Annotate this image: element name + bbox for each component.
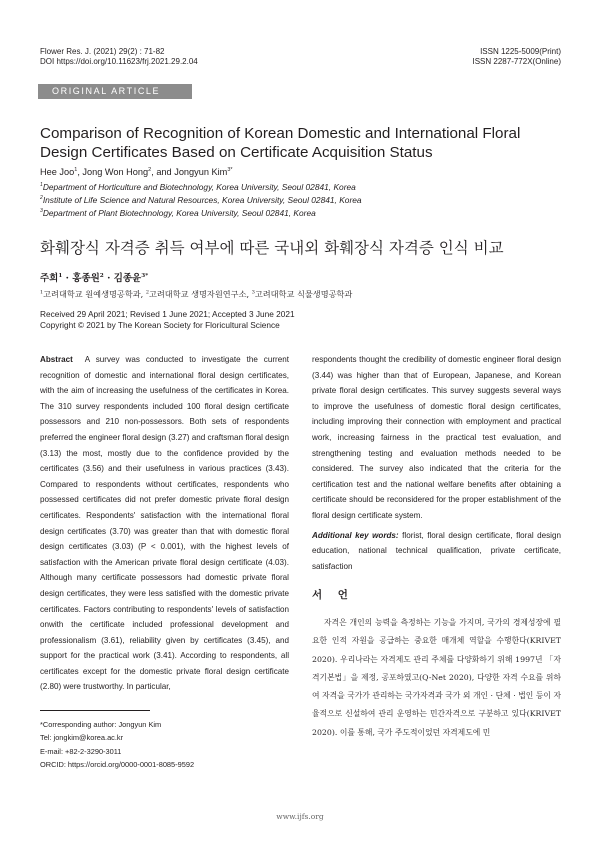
affiliation-mark: 1 <box>40 289 44 296</box>
affiliation-mark: 3 <box>40 208 43 215</box>
affiliation-mark: 2 <box>40 195 43 202</box>
korean-author-name: 주희 <box>40 273 59 284</box>
affiliation-mark: 2 <box>145 289 149 296</box>
keywords <box>312 528 561 575</box>
korean-author-name: 홍종원 <box>72 273 100 284</box>
issn-online: ISSN 2287-772X(Online) <box>472 57 561 66</box>
author-separator: , <box>77 167 83 177</box>
abstract-paragraph <box>40 352 289 695</box>
affiliation-text: Institute of Life Science and Natural Resources, Korea University, Seoul 02841, Korea <box>42 195 362 205</box>
korean-author-name: 김종윤 <box>113 273 142 284</box>
article-type-badge: ORIGINAL ARTICLE <box>38 84 192 99</box>
abstract-text: A survey was conducted to investigate the current recognition of domestic and international floral design certificates, with the aim of increasing the usefulness of the certificates in Korea. The 310 survey respondents included 100 floral design certificate possessors and 210 non-possessors. Both sets of respondents preferred the engineer floral design (3.27) and craftsman floral design (3.13) the most, mostly due to the confidence provided by the certificates (3.56) and their usefulness in various practices (3.43). Compared to respondents without certificates, respondents who possessed certificates did not prefer domestic private floral design certificates. Respondents' satisfaction with the international floral design certificates (3.70) was greater than that with domestic floral design certificates (3.03) (P < 0.001), with the highest levels of satisfaction with the American private floral design certificate (4.03). Although many certificate possessors had domestic private floral design certificates, they were less satisfied with the domestic private certificates. Factors contributing to respondents' levels of satisfaction onwith the certificate included professional development and professionalism (3.61), reliability given by certificates (3.45), and support for the practical work (3.41). According to respondents, all certificates except for the domestic private floral design certificate (2.80) were trustworthy. In particular, <box>40 355 290 692</box>
affiliation <box>40 182 560 193</box>
corresponding-author: *Corresponding author: Jongyun Kim <box>40 720 162 729</box>
footnote-tel: Tel: jongkim@korea.ac.kr <box>40 733 124 743</box>
introduction-text <box>312 614 561 742</box>
korean-author-list <box>40 270 148 284</box>
korean-affiliations <box>40 289 352 300</box>
author-name[interactable]: Hee Joo <box>40 167 75 177</box>
orcid-link[interactable]: ORCID: https://orcid.org/0000-0001-8085-9592 <box>40 760 195 770</box>
issn-print: ISSN 1225-5009(Print) <box>480 47 561 56</box>
affiliation <box>40 208 560 219</box>
korean-affiliation-text: 고려대학교 원예생명공학과, <box>43 289 146 299</box>
received-revised-accepted-dates: Received 29 April 2021; Revised 1 June 2021; Accepted 3 June 2021 <box>40 309 295 319</box>
abstract-label: Abstract <box>40 355 73 364</box>
journal-citation: Flower Res. J. (2021) 29(2) : 71-82 <box>40 47 165 56</box>
footnote-divider <box>40 710 150 711</box>
affiliation-mark: 3 <box>251 289 255 296</box>
korean-affiliation-text: 고려대학교 식물생명공학과 <box>254 289 353 299</box>
keywords-label: Additional key words: <box>312 530 399 540</box>
author-name[interactable]: Jongyun Kim <box>174 167 228 177</box>
author-separator: · <box>103 273 114 284</box>
copyright-notice: Copyright © 2021 by The Korean Society for Floricultural Science <box>40 320 280 330</box>
korean-affiliation-text: 고려대학교 생명자원연구소, <box>148 289 252 299</box>
article-title: Comparison of Recognition of Korean Domestic and International Floral Design Certificates Based on Certificate Acquisition Status <box>40 125 521 161</box>
affiliation-mark: 1 <box>40 182 43 189</box>
affiliation-text: Department of Horticulture and Biotechnology, Korea University, Seoul 02841, Korea <box>42 182 356 192</box>
author-affiliation-mark: 3* <box>227 166 233 173</box>
section-heading-introduction: 서 언 <box>312 589 354 601</box>
author-name[interactable]: Jong Won Hong <box>82 167 149 177</box>
korean-title: 화훼장식 자격증 취득 여부에 따른 국내외 화훼장식 자격증 인식 비교 <box>40 239 504 257</box>
introduction-paragraph: 자격은 개인의 능력을 측정하는 기능을 가지며, 국가의 경제성장에 필요한 인적 자원을 공급하는 중요한 매개체 역할을 수행한다(KRIVET 2020). 우리나라는 자격제도 관리 주체를 다양화하기 위해 1997년 「자격기본법」을 제정, 공포하였고(Q-Net 2020), 다양한 자격 수요를 위하여 자격을 국가가 관리하는 국가자격과 국가 외 개인 · 단체 · 법인 등이 자율적으로 신설하여 관리 운영하는 민간자격으로 구분하고 있다(KRIVET 2020). 이를 통해, 국가 주도적이었던 자격제도에 민 <box>312 618 561 737</box>
abstract-column-left <box>40 352 289 695</box>
author-affiliation-mark: 2 <box>148 166 152 173</box>
author-affiliation-mark: 1 <box>58 272 63 279</box>
corresponding-author-footnote <box>40 718 194 772</box>
footnote-email: E-mail: +82-2-3290-3011 <box>40 746 122 756</box>
abstract-column-right <box>312 352 561 574</box>
doi-link[interactable]: DOI https://doi.org/10.11623/frj.2021.29.2.04 <box>40 57 198 66</box>
author-separator: · <box>62 273 73 284</box>
author-list <box>40 167 233 177</box>
affiliation <box>40 195 560 206</box>
affiliation-text: Department of Plant Biotechnology, Korea University, Seoul 02841, Korea <box>42 208 316 218</box>
keywords-text: florist, floral design certificate, floral design education, national technical qualification, private certificate, satisfaction <box>312 530 561 571</box>
publication-history <box>40 309 295 331</box>
author-affiliation-mark: 3* <box>141 272 149 279</box>
author-affiliation-mark: 1 <box>74 166 78 173</box>
author-affiliation-mark: 2 <box>99 272 104 279</box>
abstract-continuation: respondents thought the credibility of domestic engineer floral design (3.44) was higher than that of European, Japanese, and Korean private floral design certificates. This survey suggests several ways to improve the usefulness of domestic floral design certificates, including improving their connection with employment and practical work, increasing fairness in the practical test evaluation, and strengthening testing and evaluation methods needed to be considered. The survey also indicated that the criteria for the certification test and the national welfare benefits after obtaining a certificate should be reconsidered for the proper establishment of the floral design certificate system. <box>312 355 561 520</box>
footer-url[interactable]: www.ijfs.org <box>276 812 324 821</box>
author-separator: , and <box>151 167 175 177</box>
